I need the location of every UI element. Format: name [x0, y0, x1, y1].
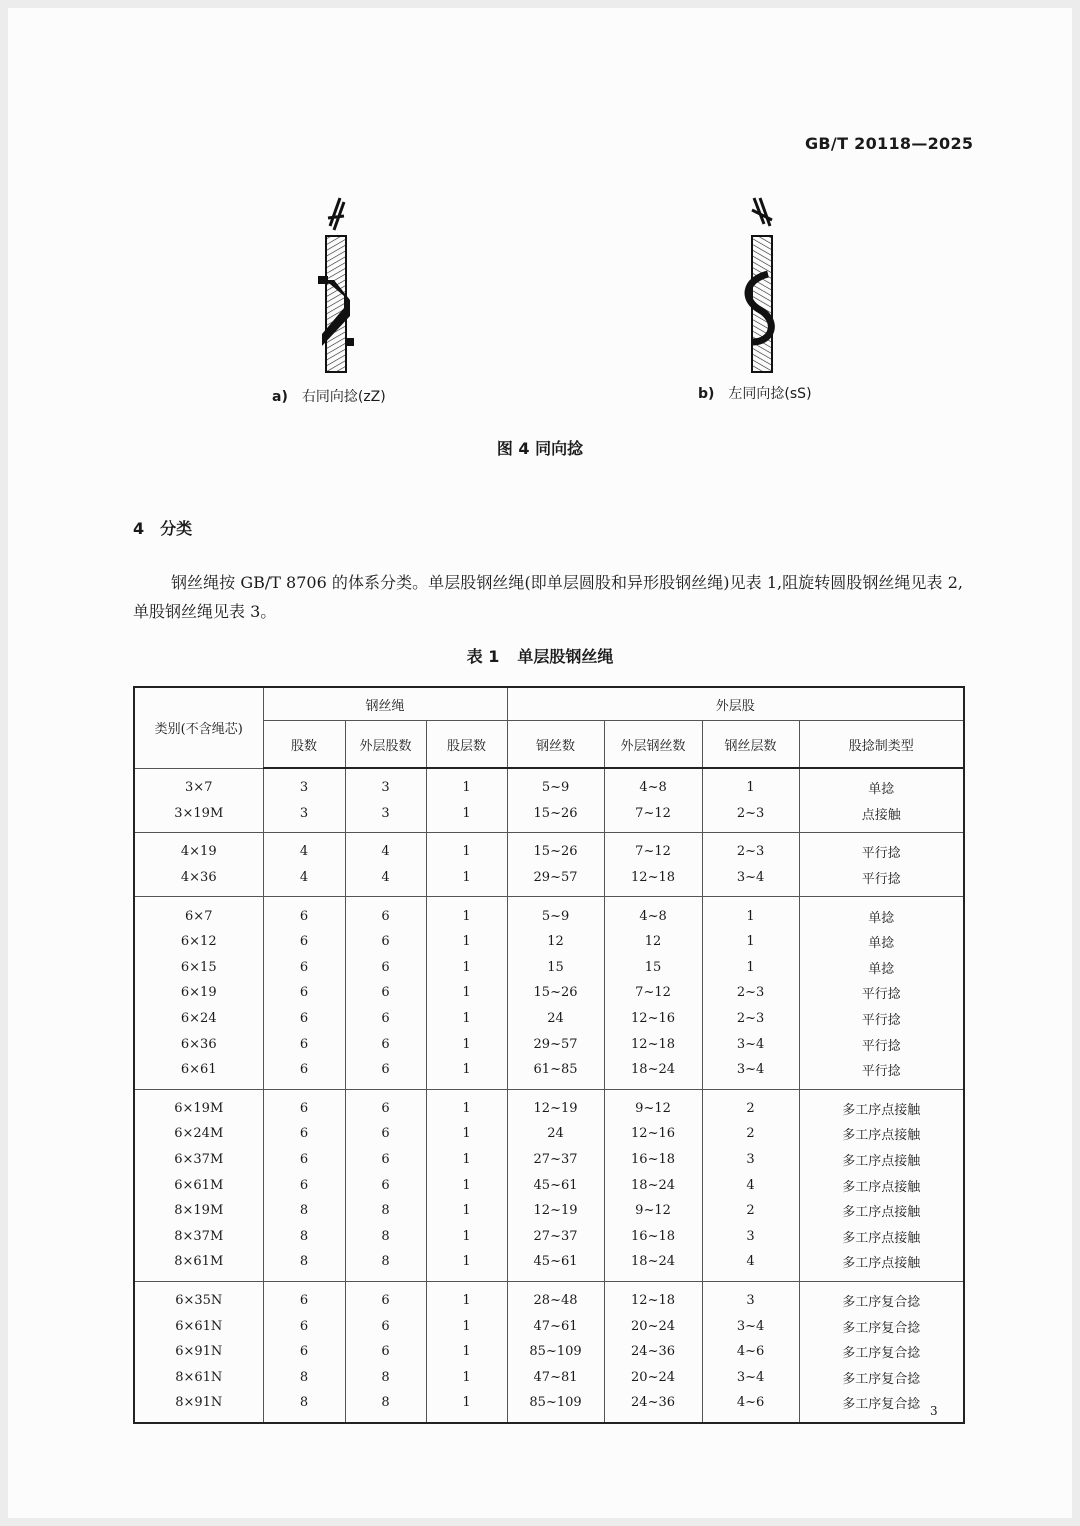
cell-strand-type: 多工序复合捻 [799, 1364, 964, 1390]
cell-category: 8×61M [134, 1249, 263, 1281]
cell-strand-layers: 1 [426, 1057, 507, 1089]
cell-wires: 27~37 [507, 1224, 604, 1250]
cell-strands: 6 [263, 1313, 345, 1339]
cell-strands: 6 [263, 1006, 345, 1032]
table-row [134, 929, 964, 955]
cell-outer-wires: 12~16 [604, 1121, 702, 1147]
cell-wires: 45~61 [507, 1249, 604, 1281]
cell-category: 3×19M [134, 801, 263, 833]
cell-category: 6×24 [134, 1006, 263, 1032]
header-rope-group: 钢丝绳 [263, 687, 507, 721]
table-row [134, 1390, 964, 1423]
cell-strand-layers: 1 [426, 1147, 507, 1173]
cell-outer-wires: 15 [604, 955, 702, 981]
cell-wire-layers: 3 [702, 1147, 799, 1173]
cell-strands: 6 [263, 980, 345, 1006]
cell-outer-strands: 3 [345, 768, 426, 801]
cell-wires: 12~19 [507, 1198, 604, 1224]
cell-category: 6×61N [134, 1313, 263, 1339]
cell-wires: 85~109 [507, 1390, 604, 1423]
table-row [134, 1339, 964, 1365]
table-row [134, 1121, 964, 1147]
cell-category: 4×36 [134, 865, 263, 897]
cell-strands: 6 [263, 1089, 345, 1121]
cell-outer-strands: 6 [345, 1006, 426, 1032]
cell-strand-type: 多工序点接触 [799, 1172, 964, 1198]
cell-strand-type: 多工序点接触 [799, 1147, 964, 1173]
cell-strands: 3 [263, 801, 345, 833]
cell-category: 6×24M [134, 1121, 263, 1147]
cell-wire-layers: 3~4 [702, 1364, 799, 1390]
cell-strand-layers: 1 [426, 801, 507, 833]
cell-strand-layers: 1 [426, 1121, 507, 1147]
cell-outer-strands: 6 [345, 980, 426, 1006]
cell-wires: 5~9 [507, 897, 604, 929]
page-number: 3 [930, 1404, 938, 1418]
header-category: 类别(不含绳芯) [134, 687, 263, 768]
cell-category: 6×91N [134, 1339, 263, 1365]
table-row [134, 1147, 964, 1173]
cell-outer-strands: 6 [345, 1057, 426, 1089]
header-wire-layers: 钢丝层数 [702, 721, 799, 769]
figure-a-caption [272, 386, 386, 406]
cell-wire-layers: 3 [702, 1224, 799, 1250]
table-row [134, 1281, 964, 1313]
cell-outer-wires: 18~24 [604, 1172, 702, 1198]
cell-category: 8×19M [134, 1198, 263, 1224]
cell-strands: 6 [263, 1339, 345, 1365]
cell-strand-type: 多工序复合捻 [799, 1281, 964, 1313]
cell-category: 6×61M [134, 1172, 263, 1198]
cell-strand-layers: 1 [426, 1339, 507, 1365]
table-row [134, 768, 964, 801]
cell-strands: 6 [263, 1121, 345, 1147]
cell-outer-wires: 4~8 [604, 768, 702, 801]
cell-strand-layers: 1 [426, 768, 507, 801]
cell-strand-type: 单捻 [799, 929, 964, 955]
figure-b-caption [698, 383, 812, 403]
cell-strand-layers: 1 [426, 865, 507, 897]
header-outer-wires: 外层钢丝数 [604, 721, 702, 769]
table-row [134, 955, 964, 981]
cell-wire-layers: 1 [702, 897, 799, 929]
cell-wire-layers: 3~4 [702, 865, 799, 897]
cell-wire-layers: 2~3 [702, 833, 799, 865]
figure-b-label: b) [698, 386, 715, 402]
cell-strand-type: 多工序点接触 [799, 1089, 964, 1121]
cell-wires: 45~61 [507, 1172, 604, 1198]
cell-wire-layers: 3~4 [702, 1057, 799, 1089]
header-strand-layers: 股层数 [426, 721, 507, 769]
cell-wire-layers: 4~6 [702, 1390, 799, 1423]
cell-outer-wires: 12~18 [604, 1031, 702, 1057]
cell-category: 6×37M [134, 1147, 263, 1173]
cell-strand-type: 单捻 [799, 768, 964, 801]
header-wires: 钢丝数 [507, 721, 604, 769]
cell-outer-wires: 16~18 [604, 1147, 702, 1173]
cell-strand-type: 多工序点接触 [799, 1249, 964, 1281]
cell-strands: 6 [263, 1281, 345, 1313]
cell-strand-layers: 1 [426, 1281, 507, 1313]
cell-wire-layers: 2 [702, 1198, 799, 1224]
cell-strand-type: 平行捻 [799, 1057, 964, 1089]
cell-strands: 4 [263, 833, 345, 865]
cell-strand-layers: 1 [426, 955, 507, 981]
cell-category: 8×91N [134, 1390, 263, 1423]
cell-wires: 15~26 [507, 833, 604, 865]
cell-wire-layers: 1 [702, 768, 799, 801]
cell-category: 6×19M [134, 1089, 263, 1121]
cell-outer-strands: 6 [345, 897, 426, 929]
table-title-text: 单层股钢丝绳 [517, 647, 614, 666]
cell-strands: 6 [263, 1147, 345, 1173]
section-heading [133, 516, 192, 539]
table-row [134, 1249, 964, 1281]
cell-wires: 15~26 [507, 980, 604, 1006]
cell-wires: 47~81 [507, 1364, 604, 1390]
cell-wire-layers: 4 [702, 1249, 799, 1281]
cell-outer-strands: 6 [345, 1121, 426, 1147]
cell-strand-layers: 1 [426, 1031, 507, 1057]
cell-outer-wires: 16~18 [604, 1224, 702, 1250]
table-row [134, 1031, 964, 1057]
table-row [134, 1364, 964, 1390]
cell-strands: 8 [263, 1224, 345, 1250]
cell-outer-strands: 6 [345, 955, 426, 981]
cell-wires: 47~61 [507, 1313, 604, 1339]
cell-strand-type: 多工序点接触 [799, 1224, 964, 1250]
table-row [134, 833, 964, 865]
cell-outer-strands: 6 [345, 1281, 426, 1313]
table-title [0, 644, 1080, 667]
cell-strand-layers: 1 [426, 1089, 507, 1121]
cell-wires: 5~9 [507, 768, 604, 801]
cell-outer-strands: 6 [345, 1339, 426, 1365]
cell-outer-strands: 6 [345, 1313, 426, 1339]
cell-outer-wires: 4~8 [604, 897, 702, 929]
cell-outer-wires: 20~24 [604, 1364, 702, 1390]
standard-code: GB/T 20118—2025 [805, 134, 974, 153]
table-row [134, 1006, 964, 1032]
table-row [134, 1057, 964, 1089]
cell-category: 6×7 [134, 897, 263, 929]
table-row [134, 801, 964, 833]
cell-wire-layers: 1 [702, 955, 799, 981]
cell-outer-strands: 6 [345, 1172, 426, 1198]
cell-outer-wires: 12~18 [604, 1281, 702, 1313]
cell-category: 6×19 [134, 980, 263, 1006]
cell-strands: 6 [263, 1172, 345, 1198]
figure-title: 图 4 同向捻 [496, 439, 584, 458]
cell-outer-wires: 24~36 [604, 1390, 702, 1423]
cell-outer-strands: 8 [345, 1224, 426, 1250]
cell-strand-layers: 1 [426, 1364, 507, 1390]
table-number: 表 1 [466, 647, 500, 666]
cell-outer-strands: 8 [345, 1249, 426, 1281]
cell-strand-type: 单捻 [799, 897, 964, 929]
cell-category: 6×15 [134, 955, 263, 981]
cell-outer-strands: 4 [345, 833, 426, 865]
cell-category: 6×35N [134, 1281, 263, 1313]
cell-strands: 6 [263, 897, 345, 929]
cell-outer-strands: 8 [345, 1198, 426, 1224]
rope-classification-table [133, 686, 965, 1424]
cell-strand-layers: 1 [426, 1172, 507, 1198]
cell-strands: 3 [263, 768, 345, 801]
cell-strand-layers: 1 [426, 1249, 507, 1281]
cell-strands: 8 [263, 1390, 345, 1423]
cell-strand-layers: 1 [426, 833, 507, 865]
cell-outer-wires: 20~24 [604, 1313, 702, 1339]
cell-wire-layers: 3~4 [702, 1313, 799, 1339]
table-body [134, 768, 964, 1423]
cell-strand-layers: 1 [426, 1224, 507, 1250]
cell-wires: 24 [507, 1006, 604, 1032]
cell-strand-layers: 1 [426, 929, 507, 955]
cell-wires: 28~48 [507, 1281, 604, 1313]
cell-wires: 12~19 [507, 1089, 604, 1121]
cell-outer-wires: 9~12 [604, 1198, 702, 1224]
cell-outer-wires: 24~36 [604, 1339, 702, 1365]
cell-outer-wires: 7~12 [604, 833, 702, 865]
cell-outer-strands: 8 [345, 1364, 426, 1390]
table-row [134, 865, 964, 897]
figure-a-caption-text: 右同向捻(zZ) [301, 389, 386, 405]
cell-strands: 8 [263, 1249, 345, 1281]
cell-strand-layers: 1 [426, 980, 507, 1006]
cell-wire-layers: 2 [702, 1089, 799, 1121]
table-row [134, 1224, 964, 1250]
cell-outer-strands: 3 [345, 801, 426, 833]
cell-wire-layers: 3~4 [702, 1031, 799, 1057]
cell-strand-type: 平行捻 [799, 980, 964, 1006]
cell-strand-layers: 1 [426, 1198, 507, 1224]
figure-a-label: a) [272, 389, 288, 405]
table-row [134, 1313, 964, 1339]
cell-outer-wires: 18~24 [604, 1057, 702, 1089]
table-row [134, 1089, 964, 1121]
cell-outer-wires: 12~18 [604, 865, 702, 897]
cell-wires: 12 [507, 929, 604, 955]
header-strand-type: 股捻制类型 [799, 721, 964, 769]
cell-category: 8×61N [134, 1364, 263, 1390]
figure-b-caption-text: 左同向捻(sS) [728, 386, 812, 402]
cell-strand-type: 平行捻 [799, 1006, 964, 1032]
cell-category: 4×19 [134, 833, 263, 865]
cell-wires: 27~37 [507, 1147, 604, 1173]
cell-category: 3×7 [134, 768, 263, 801]
cell-wire-layers: 4~6 [702, 1339, 799, 1365]
figure-b-left-lang-lay-illustration [738, 196, 794, 376]
cell-strand-type: 多工序点接触 [799, 1121, 964, 1147]
cell-outer-strands: 4 [345, 865, 426, 897]
header-strands: 股数 [263, 721, 345, 769]
cell-category: 6×12 [134, 929, 263, 955]
section-title: 分类 [160, 519, 193, 538]
cell-wire-layers: 1 [702, 929, 799, 955]
table-row [134, 980, 964, 1006]
table-row [134, 897, 964, 929]
cell-wires: 29~57 [507, 1031, 604, 1057]
cell-strand-type: 多工序点接触 [799, 1198, 964, 1224]
cell-wires: 61~85 [507, 1057, 604, 1089]
cell-strands: 6 [263, 955, 345, 981]
cell-wire-layers: 2~3 [702, 980, 799, 1006]
cell-strand-type: 单捻 [799, 955, 964, 981]
cell-strand-layers: 1 [426, 1390, 507, 1423]
cell-strands: 6 [263, 929, 345, 955]
cell-strand-layers: 1 [426, 1006, 507, 1032]
cell-strand-type: 多工序复合捻 [799, 1339, 964, 1365]
header-outer-strands: 外层股数 [345, 721, 426, 769]
cell-outer-wires: 7~12 [604, 801, 702, 833]
cell-strand-layers: 1 [426, 897, 507, 929]
table-row [134, 1198, 964, 1224]
cell-outer-wires: 7~12 [604, 980, 702, 1006]
cell-strand-type: 平行捻 [799, 1031, 964, 1057]
cell-outer-strands: 6 [345, 1031, 426, 1057]
cell-outer-strands: 6 [345, 1089, 426, 1121]
cell-strands: 6 [263, 1031, 345, 1057]
cell-wires: 24 [507, 1121, 604, 1147]
cell-outer-wires: 18~24 [604, 1249, 702, 1281]
cell-wires: 15~26 [507, 801, 604, 833]
cell-outer-strands: 8 [345, 1390, 426, 1423]
figure-a-right-lang-lay-illustration [310, 196, 366, 376]
cell-wires: 29~57 [507, 865, 604, 897]
header-outer-strand-group: 外层股 [507, 687, 964, 721]
cell-wire-layers: 2 [702, 1121, 799, 1147]
table-row [134, 1172, 964, 1198]
body-paragraph: 钢丝绳按 GB/T 8706 的体系分类。单层股钢丝绳(即单层圆股和异形股钢丝绳)见表 1,阻旋转圆股钢丝绳见表 2,单股钢丝绳见表 3。 [133, 573, 963, 621]
cell-category: 8×37M [134, 1224, 263, 1250]
cell-category: 6×61 [134, 1057, 263, 1089]
cell-outer-strands: 6 [345, 1147, 426, 1173]
cell-strand-type: 多工序复合捻 [799, 1313, 964, 1339]
cell-strand-layers: 1 [426, 1313, 507, 1339]
cell-wire-layers: 2~3 [702, 1006, 799, 1032]
cell-strands: 8 [263, 1364, 345, 1390]
cell-wire-layers: 2~3 [702, 801, 799, 833]
cell-strands: 4 [263, 865, 345, 897]
cell-strand-type: 平行捻 [799, 833, 964, 865]
cell-wire-layers: 3 [702, 1281, 799, 1313]
cell-wires: 15 [507, 955, 604, 981]
cell-outer-wires: 12 [604, 929, 702, 955]
cell-category: 6×36 [134, 1031, 263, 1057]
cell-wire-layers: 4 [702, 1172, 799, 1198]
section-number: 4 [133, 519, 145, 538]
cell-strands: 6 [263, 1057, 345, 1089]
cell-outer-wires: 9~12 [604, 1089, 702, 1121]
cell-strands: 8 [263, 1198, 345, 1224]
cell-outer-strands: 6 [345, 929, 426, 955]
cell-strand-type: 平行捻 [799, 865, 964, 897]
cell-strand-type: 点接触 [799, 801, 964, 833]
cell-outer-wires: 12~16 [604, 1006, 702, 1032]
cell-strand-type: 多工序复合捻 [799, 1390, 964, 1423]
cell-wires: 85~109 [507, 1339, 604, 1365]
